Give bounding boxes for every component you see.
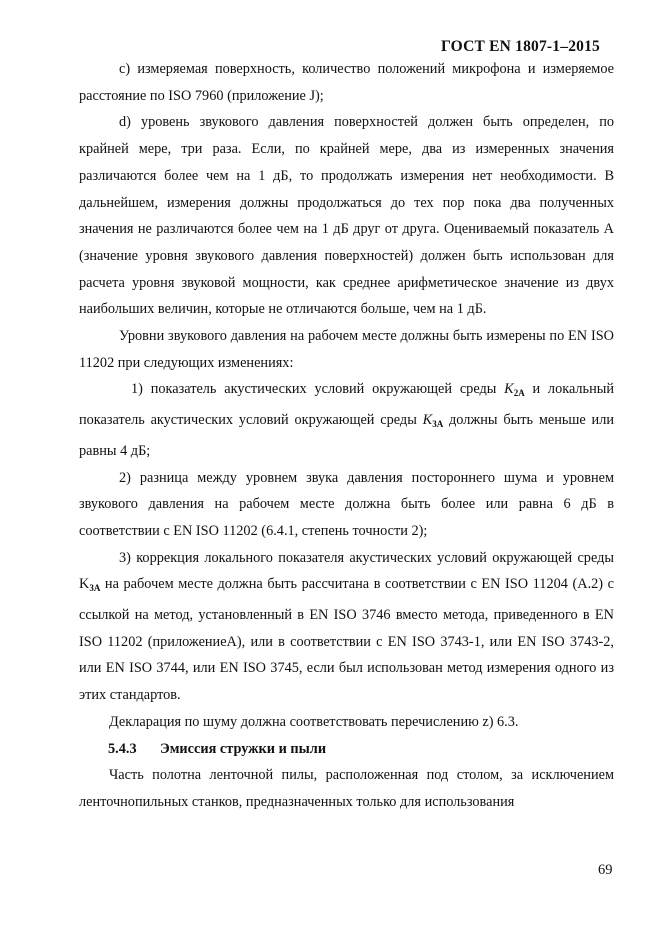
paragraph-c: c) измеряемая поверхность, количество положений микрофона и измеряемое расстояние по ISO 7960 (приложение J);: [79, 61, 614, 104]
section-title: Эмиссия стружки и пыли: [160, 740, 327, 757]
document-body: [79, 56, 614, 816]
section-heading: [79, 736, 614, 763]
symbol-k2a: $K_{2A}$: [504, 381, 525, 399]
symbol-k3a: $K_{3A}$: [422, 412, 444, 430]
list-item-1-text-c: должны быть меньше или равны 4 дБ;: [79, 412, 614, 459]
list-item-3: [79, 545, 614, 709]
standard-code: ГОСТ EN 1807-1–2015: [441, 38, 600, 55]
paragraph-workplace: Уровни звукового давления на рабочем месте должны быть измерены по EN ISO 11202 при следующих изменениях:: [79, 328, 614, 371]
list-item-1-text-a: 1) показатель акустических условий окружающей среды: [131, 381, 505, 398]
paragraph-declaration: Декларация по шуму должна соответствовать перечислению z) 6.3.: [109, 713, 519, 730]
list-item-2: 2) разница между уровнем звука давления постороннего шума и уровнем звукового давления на рабочем месте должна быть более или равна 6 дБ в соответствии с EN ISO 11202 (6.4.1, степень точности 2);: [79, 469, 614, 539]
section-number: 5.4.3: [108, 740, 137, 757]
paragraph-d: d) уровень звукового давления поверхностей должен быть определен, по крайней мере, три раза. Если, по крайней мере, два из измеренных значения различаются более чем на 1 дБ, то продолжать измерения нет необходимости. В дальнейшем, измерения должны продолжаться до тех пор пока два полученных значения не различаются более чем на 1 дБ друг от друга. Оцениваемый показатель A (значение уровня звукового давления поверхностей) должен быть использован для расчета уровня звуковой мощности, как среднее арифметическое значение из двух наибольших величин, которые не отличаются больше, чем на 1 дБ.: [79, 114, 614, 318]
list-item-3-text-b: на рабочем месте должна быть рассчитана в соответствии с EN ISO 11204 (A.2) с ссылкой на метод, установленный в EN ISO 3746 вместо метода, приведенного в EN ISO 11202 (приложениеA), или в соответствии с EN ISO 3743-1, или EN ISO 3743-2, или EN ISO 3744, или EN ISO 3745, если был использован метод измерения одного из этих стандартов.: [79, 576, 614, 704]
symbol-k3a-item3: $K_{3A}$: [79, 576, 101, 594]
list-item-1-text-b: и локальный показатель акустических условий окружающей среды: [79, 381, 614, 429]
list-item-3-text-a: 3) коррекция локального показателя акустических условий окружающей среды: [119, 549, 614, 566]
paragraph-last: Часть полотна ленточной пилы, расположенная под столом, за исключением ленточнопильных станков, предназначенных только для использования: [79, 767, 614, 810]
list-item-1: [79, 376, 614, 464]
page-number: 69: [598, 862, 613, 878]
